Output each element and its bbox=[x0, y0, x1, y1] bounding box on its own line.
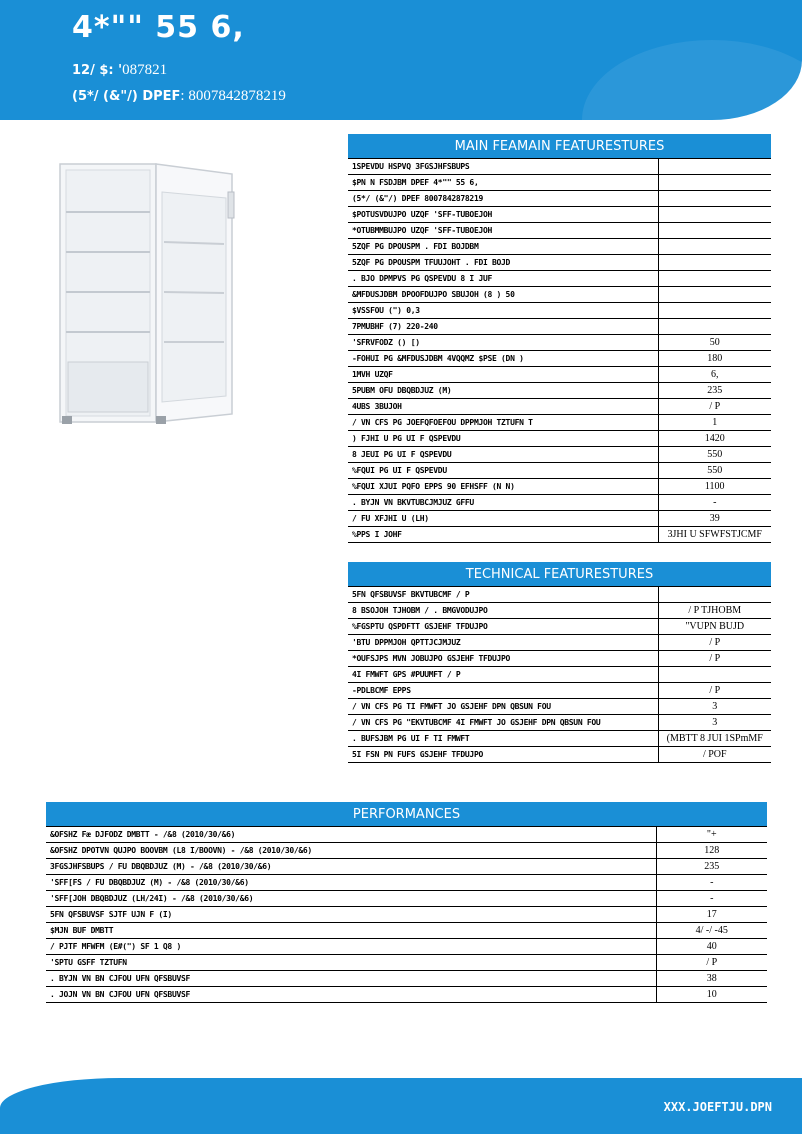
table-row bbox=[348, 415, 771, 431]
row-value: 180 bbox=[658, 351, 771, 367]
row-value: 50 bbox=[658, 335, 771, 351]
row-label: 1MVH UZQF bbox=[348, 367, 658, 383]
row-value: / P bbox=[658, 651, 771, 667]
row-value: 39 bbox=[658, 511, 771, 527]
row-label: %FQUI PG UI F QSPEVDU bbox=[348, 463, 658, 479]
table-row bbox=[348, 495, 771, 511]
row-value bbox=[658, 191, 771, 207]
row-value: 235 bbox=[656, 859, 767, 875]
table-row bbox=[348, 239, 771, 255]
row-value bbox=[658, 271, 771, 287]
pnc-line bbox=[72, 62, 167, 79]
row-value bbox=[658, 319, 771, 335]
row-label: 8 JEUI PG UI F QSPEVDU bbox=[348, 447, 658, 463]
table-row bbox=[348, 255, 771, 271]
row-label: 5FN QFSBUVSF BKVTUBCMF / P bbox=[348, 587, 658, 603]
row-label: *OUFSJPS MVN JOBUJPO GSJEHF TFDUJPO bbox=[348, 651, 658, 667]
row-value: 1100 bbox=[658, 479, 771, 495]
row-label: 'SFRVFODZ () [) bbox=[348, 335, 658, 351]
row-value: 3JHI U SFWFSTJCMF bbox=[658, 527, 771, 543]
row-label: / VN CFS PG TI FMWFT JO GSJEHF DPN QBSUN FOU bbox=[348, 699, 658, 715]
row-label: / FU XFJHI U (LH) bbox=[348, 511, 658, 527]
row-label: %PPS I JOHF bbox=[348, 527, 658, 543]
row-label: *OTUBMMBUJPO UZQF 'SFF-TUBOEJOH bbox=[348, 223, 658, 239]
table-row bbox=[46, 875, 767, 891]
row-value: / P bbox=[656, 955, 767, 971]
table-row bbox=[348, 587, 771, 603]
table-row bbox=[348, 683, 771, 699]
header-banner bbox=[0, 0, 802, 120]
row-label: $MJN BUF DMBTT bbox=[46, 923, 656, 939]
row-value: / P bbox=[658, 683, 771, 699]
pnc-value: 087821 bbox=[122, 62, 168, 78]
row-label: . JOJN VN BN CJFOU UFN QFSBUVSF bbox=[46, 987, 656, 1003]
row-label: 'SFF[JOH DBQBDJUZ (LH/24I) - /&8 (2010/30/&6) bbox=[46, 891, 656, 907]
row-value bbox=[658, 159, 771, 175]
table-row bbox=[46, 923, 767, 939]
row-value: - bbox=[656, 891, 767, 907]
row-label: $VSSFOU (") 0,3 bbox=[348, 303, 658, 319]
row-value bbox=[658, 175, 771, 191]
table-row bbox=[46, 955, 767, 971]
table-row bbox=[348, 223, 771, 239]
table-row bbox=[348, 603, 771, 619]
row-value: 38 bbox=[656, 971, 767, 987]
table-row bbox=[348, 399, 771, 415]
table-row bbox=[348, 747, 771, 763]
table-row bbox=[46, 843, 767, 859]
row-label: 'SFF[FS / FU DBQBDJUZ (M) - /&8 (2010/30/&6) bbox=[46, 875, 656, 891]
row-label: 8 BSOJOH TJHOBM / . BMGVODUJPO bbox=[348, 603, 658, 619]
table-row bbox=[46, 907, 767, 923]
row-label: 5ZQF PG DPOUSPM TFUUJOHT . FDI BOJD bbox=[348, 255, 658, 271]
row-value: 550 bbox=[658, 447, 771, 463]
row-value bbox=[658, 587, 771, 603]
row-label: 1SPEVDU HSPVQ 3FGSJHFSBUPS bbox=[348, 159, 658, 175]
row-value bbox=[658, 255, 771, 271]
table-row bbox=[348, 731, 771, 747]
row-value: 6, bbox=[658, 367, 771, 383]
row-value: "+ bbox=[656, 827, 767, 843]
table-row bbox=[46, 891, 767, 907]
table-row bbox=[46, 987, 767, 1003]
row-label: %FGSPTU QSPDFTT GSJEHF TFDUJPO bbox=[348, 619, 658, 635]
table-row bbox=[348, 667, 771, 683]
row-value: 235 bbox=[658, 383, 771, 399]
row-value: / P bbox=[658, 635, 771, 651]
row-value: 10 bbox=[656, 987, 767, 1003]
table-row bbox=[348, 287, 771, 303]
row-value: / P TJHOBM bbox=[658, 603, 771, 619]
row-value: / P bbox=[658, 399, 771, 415]
row-value: "VUPN BUJD bbox=[658, 619, 771, 635]
row-label: (5*/ (&"/) DPEF 8007842878219 bbox=[348, 191, 658, 207]
row-label: 5ZQF PG DPOUSPM . FDI BOJDBM bbox=[348, 239, 658, 255]
table-row bbox=[348, 175, 771, 191]
table-row bbox=[348, 651, 771, 667]
row-label: 7PMUBHF (7) 220-240 bbox=[348, 319, 658, 335]
row-value: 17 bbox=[656, 907, 767, 923]
table-row bbox=[348, 619, 771, 635]
row-label: . BUFSJBM PG UI F TI FMWFT bbox=[348, 731, 658, 747]
row-label: ) FJHI U PG UI F QSPEVDU bbox=[348, 431, 658, 447]
row-value: 3 bbox=[658, 699, 771, 715]
row-label: 3FGSJHFSBUPS / FU DBQBDJUZ (M) - /&8 (2010/30/&6) bbox=[46, 859, 656, 875]
row-label: &OFSHZ DPOTVN QUJPO BOOVBM (L8 I/BOOVN) - /&8 (2010/30/&6) bbox=[46, 843, 656, 859]
row-value bbox=[658, 207, 771, 223]
ean-value: : 8007842878219 bbox=[180, 88, 286, 104]
row-value bbox=[658, 223, 771, 239]
product-title: 4*"" 55 6, bbox=[72, 10, 245, 45]
row-value: - bbox=[658, 495, 771, 511]
table-row bbox=[348, 463, 771, 479]
row-label: 5FN QFSBUVSF SJTF UJN F (I) bbox=[46, 907, 656, 923]
row-label: -FOHUI PG &MFDUSJDBM 4VQQMZ $PSE (DN ) bbox=[348, 351, 658, 367]
row-label: / VN CFS PG JOEFQFOEFOU DPPMJOH TZTUFN T bbox=[348, 415, 658, 431]
table-row bbox=[46, 939, 767, 955]
row-label: 4I FMWFT GPS #PUUMFT / P bbox=[348, 667, 658, 683]
table-row bbox=[348, 335, 771, 351]
row-label: / PJTF MFWFM (E#(") SF 1 Q8 ) bbox=[46, 939, 656, 955]
row-value: 1 bbox=[658, 415, 771, 431]
table-row bbox=[348, 351, 771, 367]
row-label: 'BTU DPPMJOH QPTTJCJMJUZ bbox=[348, 635, 658, 651]
table-row bbox=[348, 527, 771, 543]
row-label: &MFDUSJDBM DPOOFDUJPO SBUJOH (8 ) 50 bbox=[348, 287, 658, 303]
table-row bbox=[46, 859, 767, 875]
performances-table bbox=[46, 802, 767, 1003]
table-row bbox=[348, 383, 771, 399]
fridge-image bbox=[56, 152, 246, 432]
website-link[interactable]: XXX.JOEFTJU.DPN bbox=[663, 1100, 772, 1114]
row-label: $PN N FSDJBM DPEF 4*"" 55 6, bbox=[348, 175, 658, 191]
table-row bbox=[348, 191, 771, 207]
row-label: . BYJN VN BKVTUBCJMJUZ GFFU bbox=[348, 495, 658, 511]
table-row bbox=[348, 159, 771, 175]
table-row bbox=[46, 971, 767, 987]
performances-title: PERFORMANCES bbox=[46, 802, 767, 827]
table-row bbox=[348, 431, 771, 447]
main-features-title: MAIN FEAMAIN FEATURESTURES bbox=[348, 134, 771, 159]
table-row bbox=[348, 715, 771, 731]
row-value: - bbox=[656, 875, 767, 891]
table-row bbox=[348, 319, 771, 335]
row-label: 4UBS 3BUJOH bbox=[348, 399, 658, 415]
table-row bbox=[348, 447, 771, 463]
row-label: &OFSHZ Fæ DJFODZ DMBTT - /&8 (2010/30/&6) bbox=[46, 827, 656, 843]
row-label: 5PUBM OFU DBQBDJUZ (M) bbox=[348, 383, 658, 399]
table-row bbox=[348, 271, 771, 287]
table-row bbox=[348, 479, 771, 495]
row-value: 128 bbox=[656, 843, 767, 859]
row-value bbox=[658, 287, 771, 303]
row-label: 5I FSN PN FUFS GSJEHF TFDUJPO bbox=[348, 747, 658, 763]
table-row bbox=[348, 303, 771, 319]
row-value bbox=[658, 667, 771, 683]
technical-features-table bbox=[348, 562, 771, 763]
row-label: . BYJN VN BN CJFOU UFN QFSBUVSF bbox=[46, 971, 656, 987]
table-row bbox=[348, 699, 771, 715]
table-row bbox=[348, 635, 771, 651]
row-value: 1420 bbox=[658, 431, 771, 447]
main-features-table bbox=[348, 134, 771, 543]
technical-features-title: TECHNICAL FEATURESTURES bbox=[348, 562, 771, 587]
table-row bbox=[348, 511, 771, 527]
row-label: -PDLBCMF EPPS bbox=[348, 683, 658, 699]
row-label: $POTUSVDUJPO UZQF 'SFF-TUBOEJOH bbox=[348, 207, 658, 223]
row-value: 550 bbox=[658, 463, 771, 479]
table-row bbox=[348, 367, 771, 383]
row-value: (MBTT 8 JUI 1SPmMF bbox=[658, 731, 771, 747]
table-row bbox=[46, 827, 767, 843]
pnc-label: 12/ $: ' bbox=[72, 63, 123, 78]
row-label: / VN CFS PG "EKVTUBCMF 4I FMWFT JO GSJEHF DPN QBSUN FOU bbox=[348, 715, 658, 731]
row-label: %FQUI XJUI PQFO EPPS 90 EFHSFF (N N) bbox=[348, 479, 658, 495]
row-label: 'SPTU GSFF TZTUFN bbox=[46, 955, 656, 971]
row-label: . BJO DPMPVS PG QSPEVDU 8 I JUF bbox=[348, 271, 658, 287]
row-value: 3 bbox=[658, 715, 771, 731]
row-value: 40 bbox=[656, 939, 767, 955]
header-decoration bbox=[582, 40, 802, 120]
table-row bbox=[348, 207, 771, 223]
ean-label: (5*/ (&"/) DPEF bbox=[72, 89, 181, 104]
footer-banner bbox=[0, 1078, 802, 1134]
ean-line bbox=[72, 88, 286, 105]
row-value bbox=[658, 239, 771, 255]
row-value bbox=[658, 303, 771, 319]
row-value: / POF bbox=[658, 747, 771, 763]
row-value: 4/ -/ -45 bbox=[656, 923, 767, 939]
